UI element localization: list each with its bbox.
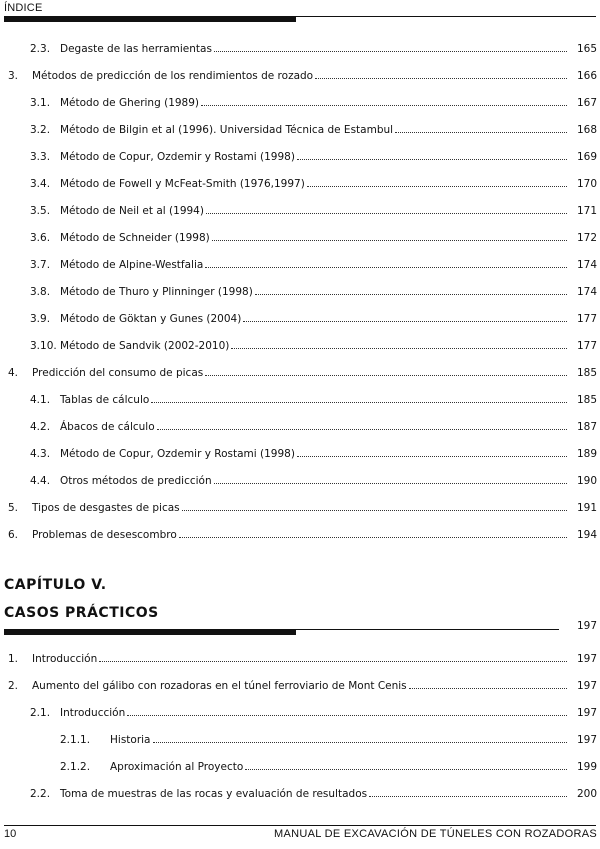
toc-leader-dots <box>201 104 567 106</box>
toc-entry-number: 4. <box>8 366 19 379</box>
toc-entry[interactable] <box>0 780 600 807</box>
toc-entry-page: 166 <box>576 69 597 82</box>
toc-entry-title: Tipos de desgastes de picas <box>32 501 180 514</box>
toc-leader-dots <box>127 714 567 716</box>
toc-entry-title: Historia <box>110 733 151 746</box>
toc-entry-number: 4.4. <box>30 474 51 487</box>
toc-leader-dots <box>212 239 567 241</box>
toc-entry-title: Toma de muestras de las rocas y evaluación de resultados <box>60 787 368 800</box>
toc-entry-number: 4.1. <box>30 393 51 406</box>
toc-entry-page: 167 <box>576 96 597 109</box>
toc-entry-title: Método de Ghering (1989) <box>60 96 200 109</box>
toc-entry-title: Método de Neil et al (1994) <box>60 204 204 217</box>
toc-entry[interactable] <box>0 332 600 359</box>
toc-entry[interactable] <box>0 359 600 386</box>
toc-leader-dots <box>214 482 567 484</box>
toc-entry-page: 197 <box>576 652 597 665</box>
chapter-page-number: 197 <box>576 620 597 632</box>
toc-entry-number: 4.3. <box>30 447 51 460</box>
toc-entry-page: 197 <box>576 679 597 692</box>
toc-entry-title: Aumento del gálibo con rozadoras en el túnel ferroviario de Mont Cenis <box>32 679 407 692</box>
toc-entry-page: 197 <box>576 706 597 719</box>
toc-entry[interactable] <box>0 89 600 116</box>
header-bar <box>4 17 296 22</box>
toc-leader-dots <box>243 320 567 322</box>
toc-entry-number: 6. <box>8 528 19 541</box>
toc-leader-dots <box>214 50 567 52</box>
toc-entry-number: 2.1.2. <box>60 760 91 773</box>
toc-entry-number: 3. <box>8 69 19 82</box>
toc-leader-dots <box>99 660 567 662</box>
footer-rule <box>4 825 596 826</box>
toc-entry-title: Método de Göktan y Gunes (2004) <box>60 312 242 325</box>
toc-entry-number: 3.3. <box>30 150 51 163</box>
toc-leader-dots <box>245 768 567 770</box>
toc-leader-dots <box>307 185 567 187</box>
toc-entry[interactable] <box>0 726 600 753</box>
toc-entry-title: Método de Schneider (1998) <box>60 231 210 244</box>
toc-leader-dots <box>153 741 568 743</box>
page-header-label: ÍNDICE <box>4 2 43 14</box>
toc-entry-page: 185 <box>576 393 597 406</box>
toc-entry-number: 3.6. <box>30 231 51 244</box>
toc-entry-number: 3.10. <box>30 339 57 352</box>
chapter-bar <box>4 630 296 635</box>
toc-entry-page: 177 <box>576 339 597 352</box>
toc-entry-number: 2.1.1. <box>60 733 91 746</box>
toc-entry-page: 197 <box>576 733 597 746</box>
toc-entry-title: Degaste de las herramientas <box>60 42 212 55</box>
toc-entry-number: 5. <box>8 501 19 514</box>
toc-entry-title: Introducción <box>32 652 98 665</box>
toc-entry-number: 3.8. <box>30 285 51 298</box>
toc-leader-dots <box>297 158 567 160</box>
toc-entry[interactable] <box>0 494 600 521</box>
toc-entry-page: 194 <box>576 528 597 541</box>
toc-entry-page: 171 <box>576 204 597 217</box>
footer-book-title: MANUAL DE EXCAVACIÓN DE TÚNELES CON ROZADORAS <box>274 828 597 840</box>
toc-leader-dots <box>315 77 567 79</box>
toc-entry-number: 3.5. <box>30 204 51 217</box>
toc-entry[interactable] <box>0 251 600 278</box>
toc-entry[interactable] <box>0 413 600 440</box>
toc-entry-number: 4.2. <box>30 420 51 433</box>
toc-entry[interactable] <box>0 753 600 780</box>
toc-entry-page: 170 <box>576 177 597 190</box>
table-of-contents <box>0 35 600 548</box>
toc-entry-title: Tablas de cálculo <box>60 393 150 406</box>
toc-entry-title: Método de Fowell y McFeat-Smith (1976,1997) <box>60 177 305 190</box>
toc-entry[interactable] <box>0 62 600 89</box>
toc-entry-page: 189 <box>576 447 597 460</box>
toc-entry-title: Método de Copur, Ozdemir y Rostami (1998) <box>60 150 295 163</box>
chapter-number: CAPÍTULO V. <box>4 577 107 593</box>
toc-entry-number: 3.2. <box>30 123 51 136</box>
toc-entry[interactable] <box>0 467 600 494</box>
toc-entry[interactable] <box>0 699 600 726</box>
toc-entry-title: Método de Copur, Ozdemir y Rostami (1998) <box>60 447 295 460</box>
toc-leader-dots <box>255 293 567 295</box>
toc-entry-number: 2. <box>8 679 19 692</box>
toc-entry-number: 3.4. <box>30 177 51 190</box>
toc-leader-dots <box>182 509 567 511</box>
toc-leader-dots <box>205 374 567 376</box>
toc-entry-page: 174 <box>576 285 597 298</box>
toc-entry-number: 3.7. <box>30 258 51 271</box>
toc-entry-number: 1. <box>8 652 19 665</box>
table-of-contents-chapter-5 <box>0 645 600 807</box>
toc-entry[interactable] <box>0 116 600 143</box>
toc-entry-page: 199 <box>576 760 597 773</box>
toc-entry[interactable] <box>0 224 600 251</box>
toc-entry-page: 200 <box>576 787 597 800</box>
toc-entry-title: Método de Sandvik (2002-2010) <box>60 339 230 352</box>
toc-entry[interactable] <box>0 278 600 305</box>
toc-entry-page: 165 <box>576 42 597 55</box>
toc-entry-title: Problemas de desescombro <box>32 528 177 541</box>
toc-leader-dots <box>297 455 567 457</box>
toc-leader-dots <box>409 687 567 689</box>
toc-entry-page: 190 <box>576 474 597 487</box>
toc-entry-title: Aproximación al Proyecto <box>110 760 244 773</box>
toc-entry-page: 177 <box>576 312 597 325</box>
toc-entry-title: Otros métodos de predicción <box>60 474 212 487</box>
toc-entry-number: 2.1. <box>30 706 51 719</box>
toc-entry[interactable] <box>0 672 600 699</box>
toc-entry-title: Ábacos de cálculo <box>60 420 155 433</box>
toc-entry-title: Introducción <box>60 706 126 719</box>
toc-entry-title: Método de Thuro y Plinninger (1998) <box>60 285 253 298</box>
toc-leader-dots <box>206 212 567 214</box>
toc-entry-number: 3.9. <box>30 312 51 325</box>
toc-entry[interactable] <box>0 521 600 548</box>
chapter-title: CASOS PRÁCTICOS <box>4 605 159 621</box>
toc-entry-title: Métodos de predicción de los rendimientos de rozado <box>32 69 314 82</box>
toc-leader-dots <box>151 401 567 403</box>
toc-leader-dots <box>231 347 567 349</box>
toc-entry-number: 3.1. <box>30 96 51 109</box>
toc-leader-dots <box>395 131 567 133</box>
toc-entry[interactable] <box>0 440 600 467</box>
toc-leader-dots <box>369 795 567 797</box>
toc-entry-page: 169 <box>576 150 597 163</box>
toc-entry[interactable] <box>0 645 600 672</box>
toc-entry-number: 2.3. <box>30 42 51 55</box>
toc-entry-page: 174 <box>576 258 597 271</box>
toc-leader-dots <box>179 536 567 538</box>
toc-entry-page: 168 <box>576 123 597 136</box>
toc-entry-title: Predicción del consumo de picas <box>32 366 204 379</box>
footer-page-number: 10 <box>4 828 17 840</box>
toc-leader-dots <box>157 428 567 430</box>
toc-entry-title: Método de Bilgin et al (1996). Universidad Técnica de Estambul <box>60 123 394 136</box>
toc-entry[interactable] <box>0 305 600 332</box>
toc-entry-page: 185 <box>576 366 597 379</box>
toc-entry[interactable] <box>0 143 600 170</box>
toc-entry[interactable] <box>0 386 600 413</box>
toc-entry-page: 187 <box>576 420 597 433</box>
toc-entry-page: 172 <box>576 231 597 244</box>
toc-entry[interactable] <box>0 35 600 62</box>
toc-entry-title: Método de Alpine-Westfalia <box>60 258 204 271</box>
toc-entry[interactable] <box>0 170 600 197</box>
toc-leader-dots <box>205 266 567 268</box>
toc-entry-number: 2.2. <box>30 787 51 800</box>
toc-entry[interactable] <box>0 197 600 224</box>
toc-entry-page: 191 <box>576 501 597 514</box>
